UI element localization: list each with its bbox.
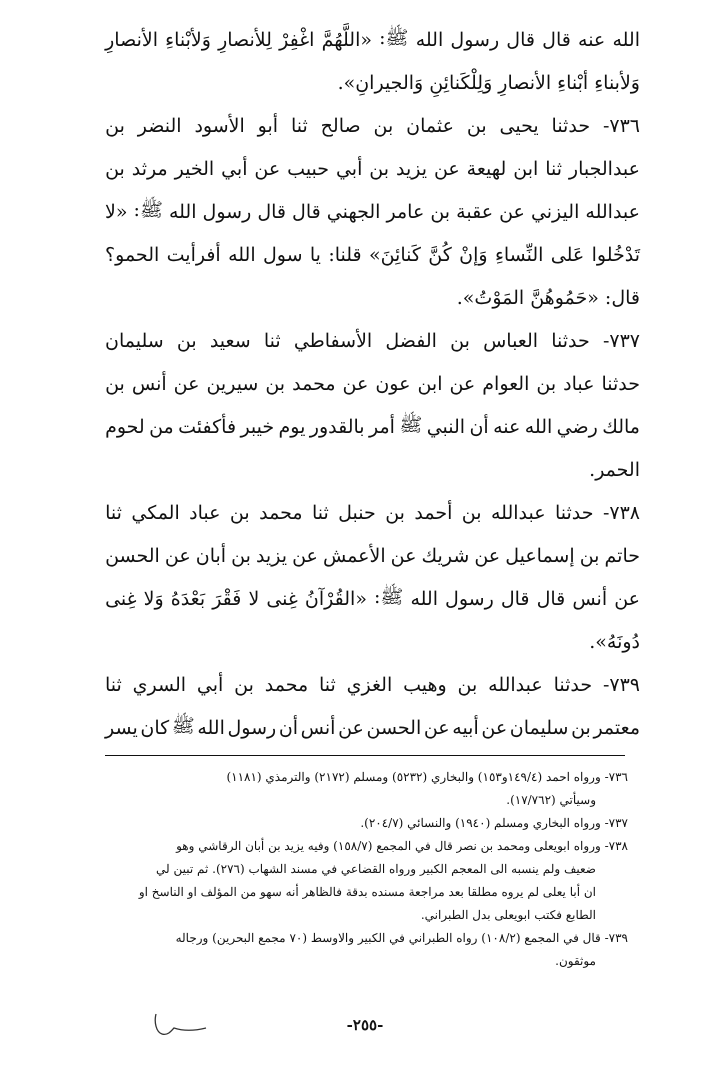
word: بن xyxy=(385,502,405,524)
word: «القُرْآنُ xyxy=(304,588,367,610)
word: عامر xyxy=(386,201,425,223)
word: بن xyxy=(369,158,390,180)
word: بن xyxy=(105,158,125,180)
text-line xyxy=(105,65,640,101)
word: عن xyxy=(499,201,525,223)
word: قلنا: xyxy=(328,244,362,266)
word: ٧٣٩- xyxy=(602,674,640,696)
word: يحيى xyxy=(499,115,539,137)
word: النِّساءِ xyxy=(494,244,544,266)
word: الأنصارِ xyxy=(105,29,158,51)
word: الغزي xyxy=(346,674,393,696)
word: وَإنْ xyxy=(459,244,488,266)
word: وَلأبْناءِ xyxy=(165,29,211,51)
word: أن xyxy=(469,416,489,438)
word: يوم xyxy=(278,416,306,438)
word: الله xyxy=(410,588,438,610)
word: أبي xyxy=(221,158,248,180)
word: أبان xyxy=(195,545,227,567)
word: عون xyxy=(375,373,411,395)
word: محمد xyxy=(292,373,336,395)
word: سول xyxy=(262,244,303,266)
word: الأعمش xyxy=(322,545,386,567)
text-line-content: الحمر. xyxy=(589,459,640,481)
word: بن xyxy=(571,717,591,739)
word: قال xyxy=(506,29,535,51)
word: عن xyxy=(449,373,476,395)
word: ﷺ xyxy=(171,715,195,737)
text-line xyxy=(105,22,640,58)
word: حنبل xyxy=(338,502,376,524)
word: أمر xyxy=(369,416,395,438)
word: ٧٣٦- xyxy=(602,115,640,137)
word: سليمان xyxy=(509,717,569,739)
word: ابن xyxy=(513,158,539,180)
word: اليزني xyxy=(530,201,580,223)
word: قال xyxy=(500,588,530,610)
word: العباس xyxy=(483,330,539,352)
word: النبي xyxy=(426,416,466,438)
word: أنس xyxy=(131,373,167,395)
word: عبدالجبار xyxy=(568,158,640,180)
word: ثنا xyxy=(105,674,122,696)
word: عن xyxy=(254,158,281,180)
word: وَلا xyxy=(143,588,164,610)
word: حدثنا xyxy=(555,502,594,524)
word: حدثنا xyxy=(601,373,640,395)
word: ٧٣٧- xyxy=(602,330,640,352)
text-line xyxy=(105,538,640,574)
word: كان xyxy=(140,717,170,739)
word: غِنى xyxy=(266,588,298,610)
word: محمد xyxy=(264,674,309,696)
word: بن xyxy=(536,373,557,395)
margin-handwriting-mark xyxy=(150,1010,210,1044)
word: الجهني xyxy=(326,201,381,223)
word: مرثد xyxy=(131,158,168,180)
word: بن xyxy=(105,373,125,395)
word: يزيد xyxy=(255,545,287,567)
word: أفرأيت xyxy=(166,244,221,266)
footnote-continuation: وسيأتي (١٧/٧٦٢). xyxy=(506,793,596,807)
word: عن xyxy=(338,717,364,739)
word: الفضل xyxy=(385,330,437,352)
word: الله xyxy=(612,29,640,51)
word: عنه xyxy=(493,416,521,438)
word: أبو xyxy=(257,115,279,137)
footnote-continuation: موثقون. xyxy=(555,954,596,968)
word: من xyxy=(149,416,174,438)
text-line-content: دُونَهُ». xyxy=(589,631,640,653)
text-line xyxy=(105,366,640,402)
footnote: ٧٣٦- ورواه احمد (١٤٩/٤و١٥٣) والبخاري (٥٢٣٢) ومسلم (٢١٧٢) والترمذي (١١٨١) xyxy=(226,770,628,784)
word: عثمان xyxy=(406,115,454,137)
word: ثنا xyxy=(545,158,562,180)
text-line xyxy=(105,581,640,617)
text-line xyxy=(105,624,640,660)
text-line xyxy=(105,151,640,187)
word: كُنَّ xyxy=(428,244,452,266)
word: ثنا xyxy=(311,502,329,524)
word: عبدالله xyxy=(488,674,543,696)
word: بن xyxy=(461,502,482,524)
footnote-separator xyxy=(105,755,625,756)
word: فأكفئت xyxy=(178,416,237,438)
word: بالقدور xyxy=(309,416,365,438)
word: لِلأنصارِ xyxy=(218,29,272,51)
word: لا xyxy=(248,588,260,610)
word: بن xyxy=(105,115,125,137)
footnote: ٧٣٨- ورواه ابويعلى ومحمد بن نصر قال في المجمع (١٥٨/٧) وفيه يزيد بن أبان الرقاشي وهو xyxy=(176,839,628,853)
word: الله xyxy=(524,416,553,438)
word: شريك xyxy=(421,545,470,567)
word: الله xyxy=(228,244,256,266)
word: ﷺ: xyxy=(133,199,163,221)
word: ثنا xyxy=(319,674,336,696)
word: الله xyxy=(168,201,197,223)
word: بَعْدَهُ xyxy=(170,588,206,610)
word: أنس xyxy=(300,717,336,739)
word: الأسود xyxy=(194,115,245,137)
word: رسول xyxy=(227,717,277,739)
word: عباد xyxy=(189,502,221,524)
word: مالك xyxy=(602,416,640,438)
word: عبدالله xyxy=(490,502,546,524)
footnote: ٧٣٧- ورواه البخاري ومسلم (١٩٤٠) والنسائي (٢٠٤/٧). xyxy=(360,816,628,830)
word: النضر xyxy=(137,115,182,137)
word: المكي xyxy=(131,502,180,524)
word: غِنى xyxy=(105,588,137,610)
word: بن xyxy=(457,674,478,696)
word: بن xyxy=(229,502,250,524)
word: بن xyxy=(430,201,451,223)
word: أبي xyxy=(196,674,224,696)
word: صالح xyxy=(320,115,361,137)
word: لحوم xyxy=(105,416,145,438)
word: «لا xyxy=(105,201,128,223)
word: عن xyxy=(292,545,318,567)
word: عن xyxy=(474,545,501,567)
word: عن xyxy=(390,545,417,567)
text-line-content: قال: «حَمُوهُنَّ المَوْتُ». xyxy=(456,287,640,309)
word: يسر xyxy=(105,717,138,739)
word: الله xyxy=(197,717,225,739)
word: بن xyxy=(176,330,197,352)
word: عن xyxy=(481,717,508,739)
word: ثنا xyxy=(290,115,308,137)
word: عن xyxy=(433,158,460,180)
text-line xyxy=(105,323,640,359)
text-line xyxy=(105,280,640,316)
word: عن xyxy=(423,717,450,739)
word: اغْفِرْ xyxy=(279,29,315,51)
text-line-content: وَلأبناءِ أبْناءِ الأنصارِ وَلِلْكَنائِنِ وَالجيرانِ». xyxy=(337,72,640,94)
word: ابن xyxy=(417,373,443,395)
word: حبيب xyxy=(287,158,330,180)
word: الأسفاطي xyxy=(293,330,373,352)
footnote: ٧٣٩- قال في المجمع (١٠٨/٢) رواه الطبراني في الكبير والاوسط (٧٠ مجمع البحرين) ورجاله xyxy=(175,931,628,945)
footnote-continuation: ان أبا يعلى لم يروه مطلقا بعد مراجعة مسنده بدقة فالظاهر أنه سهو من المؤلف او الناسخ او xyxy=(138,885,596,899)
word: فَقْرَ xyxy=(212,588,242,610)
word: عن xyxy=(173,373,200,395)
word: إسماعيل xyxy=(505,545,575,567)
word: يزيد xyxy=(395,158,428,180)
word: عبدالله xyxy=(585,201,640,223)
word: سيرين xyxy=(206,373,259,395)
footnote-continuation: ضعيف ولم ينسبه الى المعجم الكبير ورواه القضاعي في مسند الشهاب (٢٧٦). ثم تبين لي xyxy=(156,862,596,876)
text-line xyxy=(105,108,640,144)
word: محمد xyxy=(259,502,303,524)
word: الحمو؟ xyxy=(105,244,160,266)
word: ثنا xyxy=(105,502,122,524)
text-line xyxy=(105,710,640,746)
word: أبيه xyxy=(452,717,479,739)
text-line xyxy=(105,237,640,273)
page-number: -٢٥٥- xyxy=(346,1016,384,1034)
word: حدثنا xyxy=(551,330,590,352)
word: معتمر xyxy=(593,717,640,739)
word: ﷺ: xyxy=(374,586,404,608)
word: بن xyxy=(373,115,394,137)
word: عنه xyxy=(578,29,606,51)
word: أحمد xyxy=(414,502,453,524)
word: العوام xyxy=(482,373,530,395)
word: الخير xyxy=(174,158,215,180)
word: بن xyxy=(450,330,470,352)
word: يا xyxy=(309,244,321,266)
word: رسول xyxy=(445,588,494,610)
text-line xyxy=(105,452,640,488)
word: سعيد xyxy=(209,330,251,352)
text-line xyxy=(105,194,640,230)
word: «اللَّهُمَّ xyxy=(321,29,372,51)
word: قال xyxy=(257,201,286,223)
word: حدثنا xyxy=(553,674,593,696)
word: بن xyxy=(579,545,600,567)
word: عن xyxy=(614,588,640,610)
word: ﷺ: xyxy=(379,27,409,49)
word: عقبة xyxy=(456,201,494,223)
word: حاتم xyxy=(604,545,640,567)
word: السري xyxy=(132,674,187,696)
word: عن xyxy=(342,373,369,395)
word: أن xyxy=(278,717,299,739)
word: حدثنا xyxy=(551,115,591,137)
footnotes-block xyxy=(110,768,628,975)
hadith-text-block xyxy=(105,22,640,753)
word: قال xyxy=(542,29,571,51)
word: رسول xyxy=(450,29,500,51)
word: خيبر xyxy=(240,416,275,438)
word: أبي xyxy=(335,158,363,180)
word: ثنا xyxy=(263,330,281,352)
word: ﷺ xyxy=(399,414,423,436)
word: بن xyxy=(265,373,286,395)
word: قال xyxy=(292,201,321,223)
word: الحسن xyxy=(105,545,160,567)
text-line xyxy=(105,409,640,445)
word: بن xyxy=(466,115,487,137)
word: كَنائِنَ» xyxy=(368,244,421,266)
word: تَدْخُلوا xyxy=(591,244,640,266)
word: الحسن xyxy=(366,717,422,739)
text-line xyxy=(105,667,640,703)
word: قال xyxy=(536,588,566,610)
word: عباد xyxy=(563,373,595,395)
word: لهيعة xyxy=(466,158,507,180)
footnote-continuation: الطابع فكتب ابويعلى بدل الطبراني. xyxy=(420,908,596,922)
word: رضي xyxy=(556,416,598,438)
word: عن xyxy=(164,545,191,567)
text-line xyxy=(105,495,640,531)
word: وهيب xyxy=(403,674,447,696)
word: بن xyxy=(234,674,254,696)
word: بن xyxy=(231,545,251,567)
word: سليمان xyxy=(105,330,164,352)
word: ٧٣٨- xyxy=(602,502,640,524)
word: رسول xyxy=(202,201,252,223)
word: الله xyxy=(415,29,444,51)
word: أنس xyxy=(572,588,608,610)
word: عَلى xyxy=(550,244,585,266)
